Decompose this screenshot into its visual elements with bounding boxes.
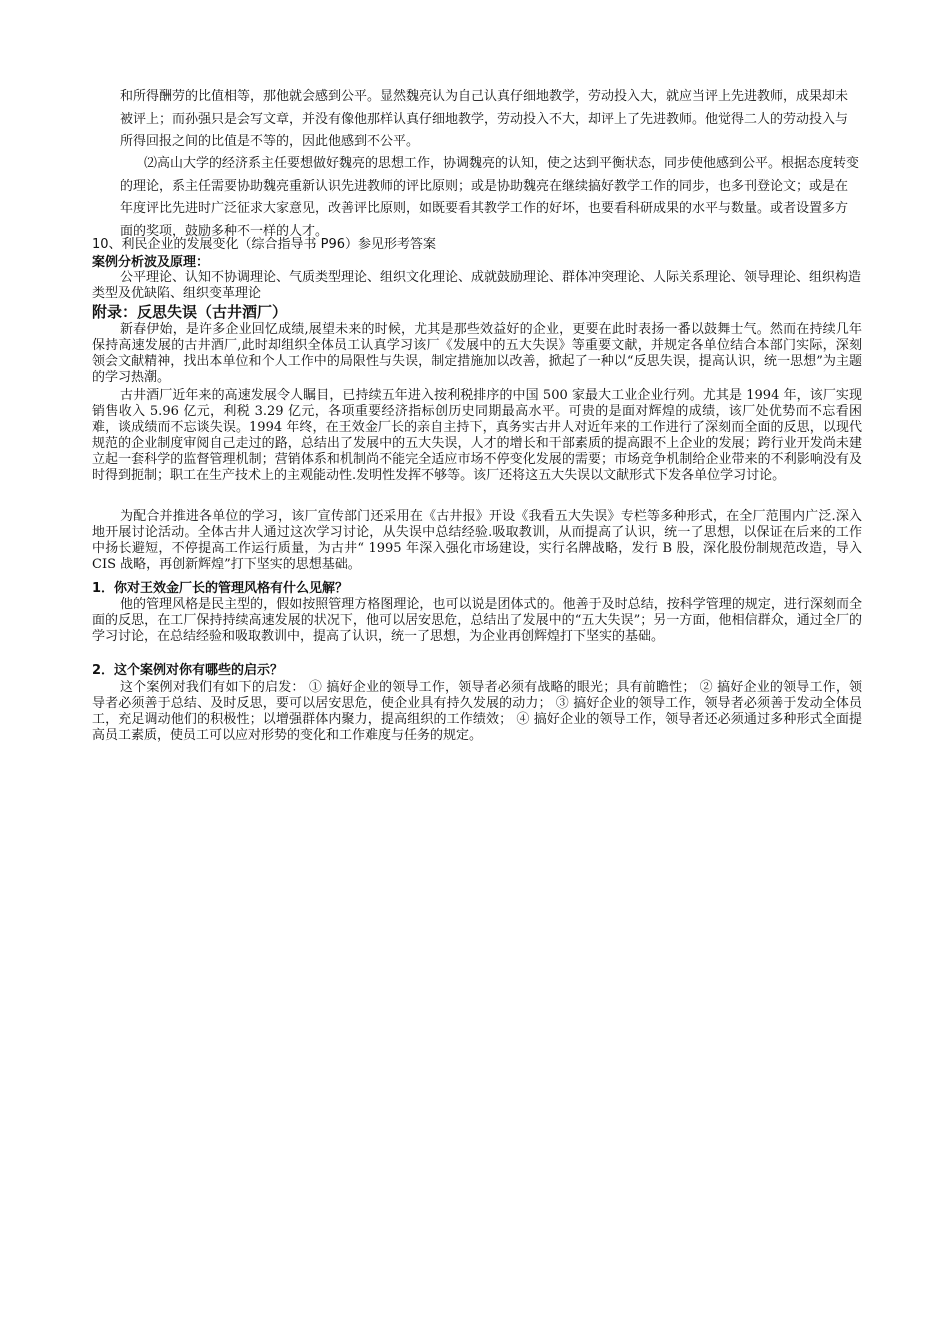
paragraph-equity-explanation: 和所得酬劳的比值相等，那他就会感到公平。显然魏亮认为自己认真仔细地教学，劳动投入大，就应当评上先进教师，成果却未被评上；而孙强只是会写文章，并没有像他那样认真仔细地教学，劳动投入不大，却评上了先进教师。他觉得二人的劳动投入与所得回报之间的比值是不等的，因此他感到不公平。 (120, 89, 849, 149)
answer-2: 这个案例对我们有如下的启发： ① 搞好企业的领导工作，领导者必须有战略的眼光；具有前瞻性； ② 搞好企业的领导工作，领导者必须善于总结、及时反思，要可以居安思危，使企业具有持久发展的动力； ③ 搞好企业的领导工作，领导者必须善于发动全体员工，充足调动他们的积极性；以增强群体内聚力，提高组织的工作绩效； ④ 搞好企业的领导工作，领导者还必须通过多种形式全面提高员工素质，使员工可以应对形势的变化和工作难度与任务的规定。 (92, 680, 862, 743)
theory-list: 公平理论、认知不协调理论、气质类型理论、组织文化理论、成就鼓励理论、群体冲突理论、人际关系理论、领导理论、组织构造类型及优缺陷、组织变革理论 (92, 270, 862, 301)
answer-1: 他的管理风格是民主型的，假如按照管理方格图理论，也可以说是团体式的。他善于及时总结，按科学管理的规定，进行深刻而全面的反思，在工厂保持持续高速发展的状况下，他可以居安思危，总结出了发展中的“五大失误”；另一方面，他相信群众，通过全厂的学习讨论，在总结经验和吸取教训中，提高了认识，统一了思想，为企业再创辉煌打下坚实的基础。 (92, 597, 862, 644)
analysis-heading: 案例分析波及原理： (92, 255, 210, 270)
case-paragraph-2: 古井酒厂近年来的高速发展令人瞩目，已持续五年进入按利税排序的中国 500 家最大工业企业行列。尤其是 1994 年，该厂实现销售收入 5.96 亿元，利税 3.29 亿元，各项重要经济指标创历史同期最高水平。可贵的是面对辉煌的成绩，该厂处优势而不忘看困难，谈成绩而不忘谈失误。1994 年终，在王效金厂长的亲自主持下，真务实古井人对近年来的工作进行了深刻而全面的反思，以现代规范的企业制度审阅自己走过的路，总结出了发展中的五大失误，人才的增长和干部素质的提高跟不上企业的发展；跨行业开发尚未建立起一套科学的监督管理机制；营销体系和机制尚不能完全适应市场不停变化发展的需要；市场竞争机制给企业带来的不利影响没有及时得到扼制；职工在生产技术上的主观能动性.发明性发挥不够等。该厂还将这五大失误以文献形式下发各单位学习讨论。 (92, 388, 862, 483)
case-paragraph-1: 新春伊始，是许多企业回忆成绩,展望未来的时候，尤其是那些效益好的企业，更要在此时表扬一番以鼓舞士气。然而在持续几年保持高速发展的古井酒厂,此时却组织全体员工认真学习该厂《发展中的五大失误》等重要文献，并规定各单位结合本部门实际，深刻领会文献精神，找出本单位和个人工作中的局限性与失误，制定措施加以改善，掀起了一种以“反思失误，提高认识，统一思想”为主题的学习热潮。 (92, 322, 862, 385)
case-10-reference: 10、利民企业的发展变化（综合指导书 P96）参见形考答案 (92, 237, 437, 252)
question-1: 1．你对王效金厂长的管理风格有什么见解？ (92, 581, 349, 596)
appendix-title: 附录：反思失误（古井酒厂） (92, 303, 288, 321)
paragraph-dean-advice: ⑵高山大学的经济系主任要想做好魏亮的思想工作，协调魏亮的认知，使之达到平衡状态，同步使他感到公平。根据态度转变的理论，系主任需要协助魏亮重新认识先进教师的评比原则；或是协助魏亮在继续搞好教学工作的同步，也多刊登论文；或是在年度评比先进时广泛征求大家意见，改善评比原则，如既要看其教学工作的好坏，也要看科研成果的水平与数量。或者设置多方面的奖项，鼓励多种不一样的人才。 (120, 156, 860, 239)
question-2: 2．这个案例对你有哪些的启示？ (92, 663, 284, 678)
case-paragraph-3: 为配合并推进各单位的学习，该厂宣传部门还采用在《古井报》开设《我看五大失误》专栏等多种形式，在全厂范围内广泛.深入地开展讨论活动。全体古井人通过这次学习讨论，从失误中总结经验.吸取教训，从而提高了认识，统一了思想，以保证在后来的工作中扬长避短，不停提高工作运行质量，为古井“ 1995 年深入强化市场建设，实行名牌战略，发行 B 股，深化股份制规范改造，导入 CIS 战略，再创新辉煌”打下坚实的思想基础。 (92, 509, 862, 572)
